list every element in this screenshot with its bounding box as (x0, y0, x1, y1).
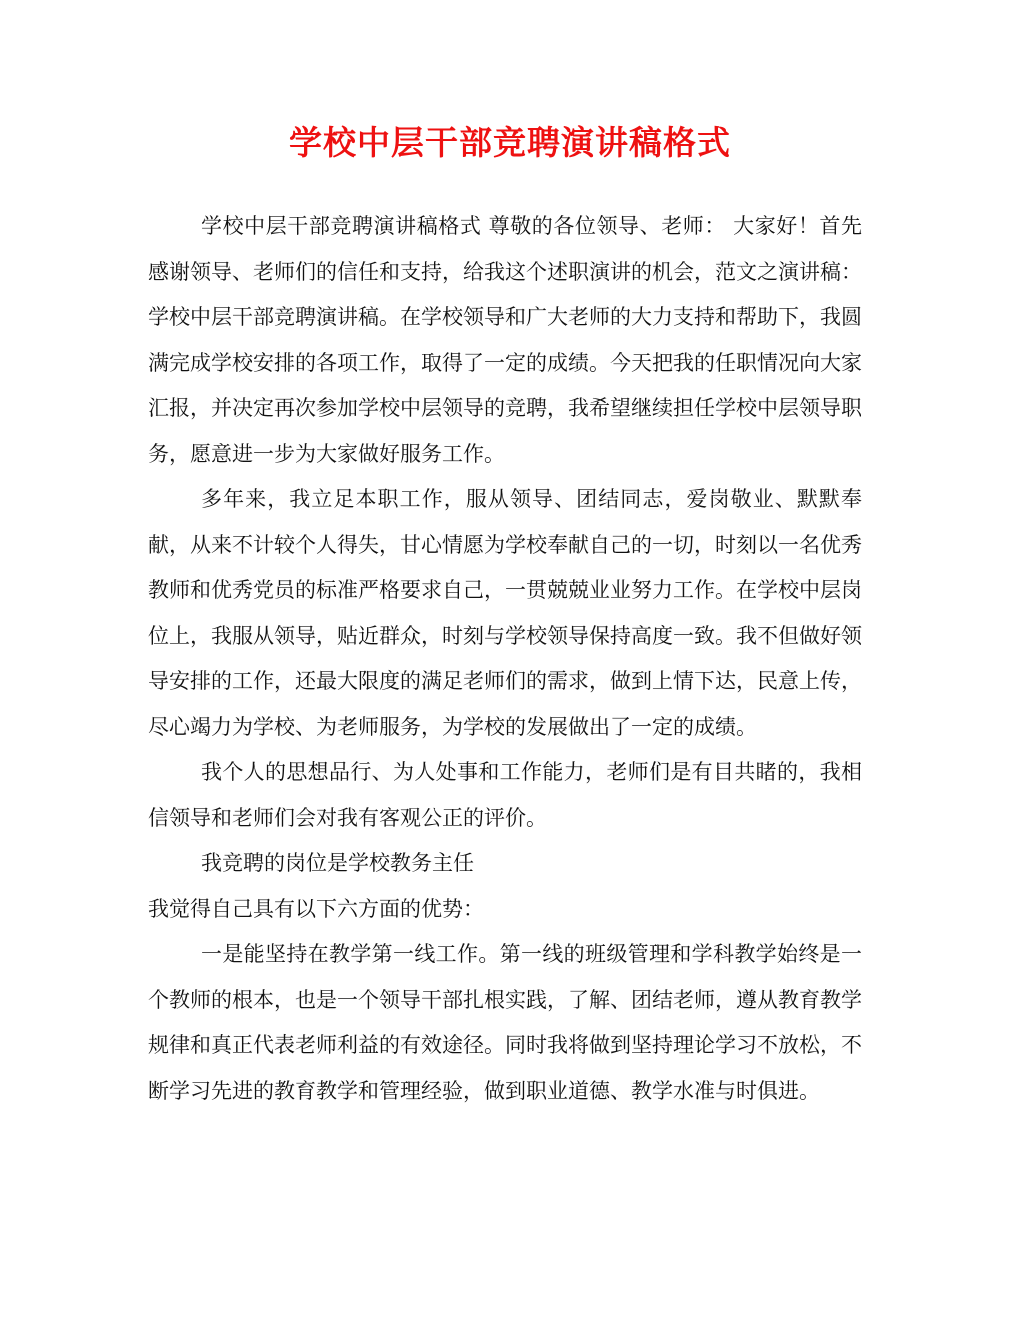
paragraph-opening: 学校中层干部竞聘演讲稿格式 尊敬的各位领导、老师： 大家好！首先感谢领导、老师们的信任和支持，给我这个述职演讲的机会，范文之演讲稿：学校中层干部竞聘演讲稿。在学校领导和广大老师的大力支持和帮助下，我圆满完成学校安排的各项工作，取得了一定的成绩。今天把我的任职情况向大家汇报，并决定再次参加学校中层领导的竞聘，我希望继续担任学校中层领导职务，愿意进一步为大家做好服务工作。 (148, 214, 862, 466)
paragraph-position: 我竞聘的岗位是学校教务主任 (201, 851, 474, 875)
paragraph-evaluation: 我个人的思想品行、为人处事和工作能力，老师们是有目共睹的，我相信领导和老师们会对我有客观公正的评价。 (148, 760, 862, 830)
document-title: 学校中层干部竞聘演讲稿格式 (289, 123, 731, 162)
paragraph-advantages-intro: 我觉得自己具有以下六方面的优势： (148, 896, 484, 921)
document-body (148, 204, 862, 1114)
paragraph-advantage-one: 一是能坚持在教学第一线工作。第一线的班级管理和学科教学始终是一个教师的根本，也是一个领导干部扎根实践，了解、团结老师，遵从教育教学规律和真正代表老师利益的有效途径。同时我将做到坚持理论学习不放松，不断学习先进的教育教学和管理经验，做到职业道德、教学水准与时俱进。 (148, 942, 862, 1103)
paragraph-work-record: 多年来，我立足本职工作，服从领导、团结同志，爱岗敬业、默默奉献，从来不计较个人得失，甘心情愿为学校奉献自己的一切，时刻以一名优秀教师和优秀党员的标准严格要求自己，一贯兢兢业业努力工作。在学校中层岗位上，我服从领导，贴近群众，时刻与学校领导保持高度一致。我不但做好领导安排的工作，还最大限度的满足老师们的需求，做到上情下达，民意上传，尽心竭力为学校、为老师服务，为学校的发展做出了一定的成绩。 (148, 487, 862, 739)
